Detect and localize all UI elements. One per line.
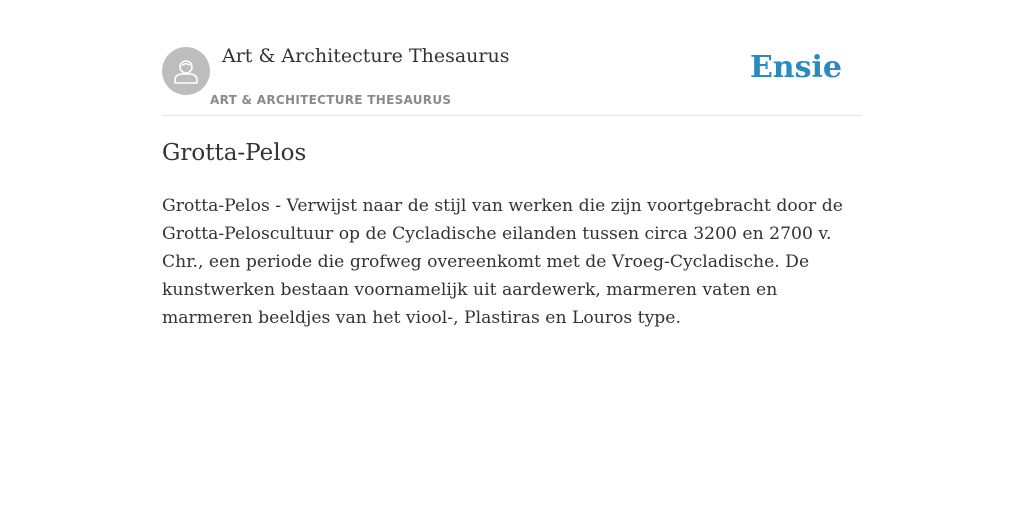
user-icon (171, 56, 201, 86)
brand-logo[interactable]: Ensie (749, 50, 842, 85)
source-title[interactable]: Art & Architecture Thesaurus (222, 45, 510, 67)
source-caption: ART & ARCHITECTURE THESAURUS (210, 93, 452, 107)
avatar[interactable] (162, 47, 210, 95)
header (162, 0, 862, 116)
entry-title: Grotta-Pelos (162, 140, 307, 166)
entry-body: Grotta-Pelos - Verwijst naar de stijl van werken die zijn voortgebracht door de Grotta-Peloscultuur op de Cycladische eilanden tussen circa 3200 en 2700 v. Chr., een periode die grofweg overeenkomt met de Vroeg-Cycladische. De kunstwerken bestaan voornamelijk uit aardewerk, marmeren vaten en marmeren beeldjes van het viool-, Plastiras en Louros type. (162, 196, 843, 328)
